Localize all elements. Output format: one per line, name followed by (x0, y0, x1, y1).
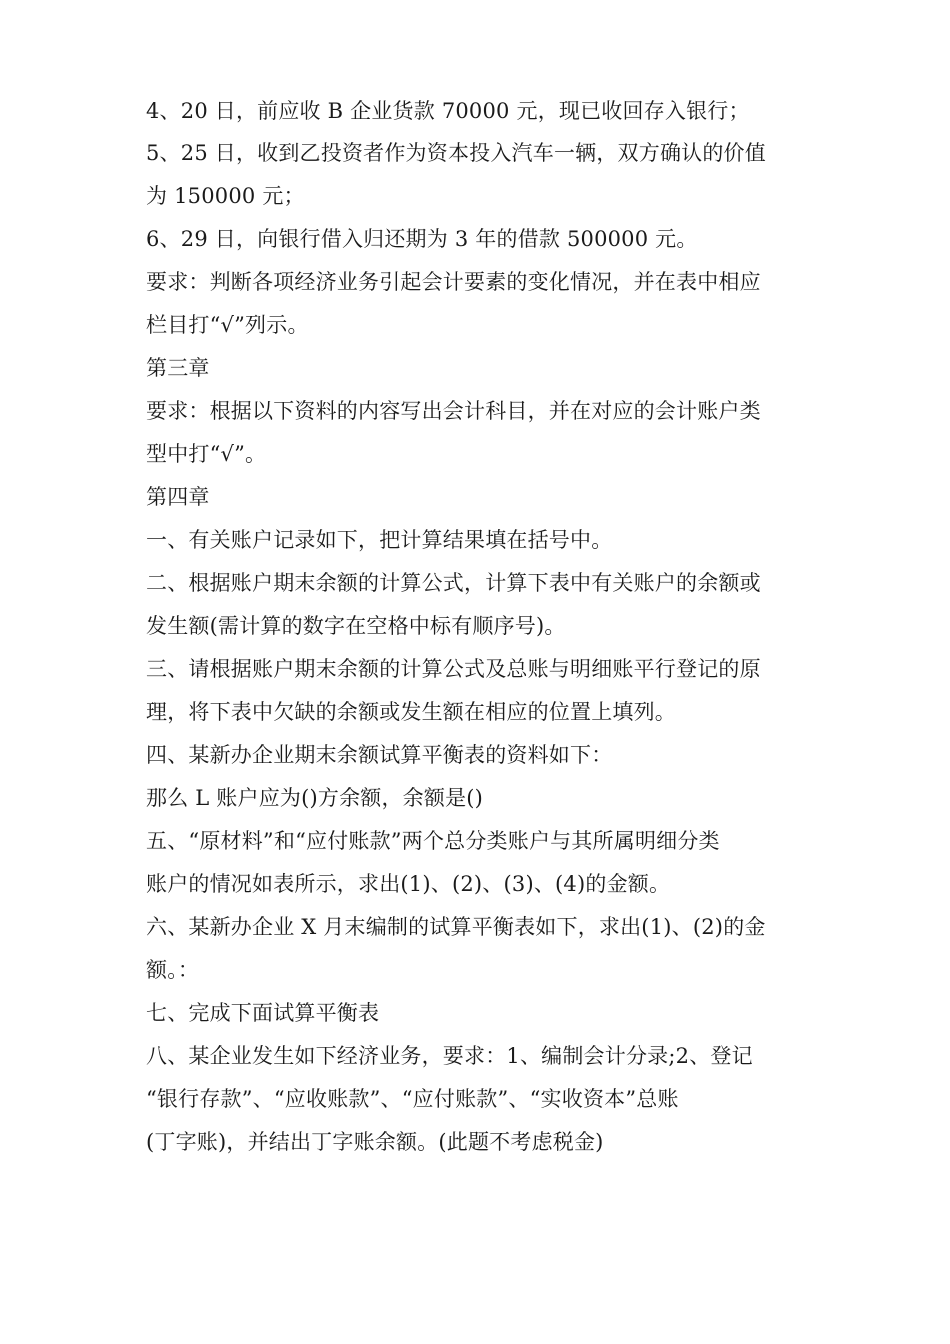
text-line-q3: 三、请根据账户期末余额的计算公式及总账与明细账平行登记的原 (146, 657, 761, 681)
text-line-q8-cont-2: (丁字账)，并结出丁字账余额。(此题不考虑税金) (146, 1130, 604, 1154)
text-line-ch3-requirement: 要求：根据以下资料的内容写出会计科目，并在对应的会计账户类 (146, 399, 761, 423)
text-line-item-4: 4、20 日，前应收 B 企业货款 70000 元，现已收回存入银行； (146, 99, 750, 123)
text-line-q4-cont: 那么 L 账户应为()方余额，余额是() (146, 786, 484, 810)
text-line-q4: 四、某新办企业期末余额试算平衡表的资料如下： (146, 743, 613, 767)
text-line-item-6: 6、29 日，向银行借入归还期为 3 年的借款 500000 元。 (146, 227, 698, 251)
text-line-q6: 六、某新办企业 X 月末编制的试算平衡表如下，求出(1)、(2)的金 (146, 915, 766, 939)
text-line-q6-cont: 额。： (146, 958, 200, 982)
text-line-requirement: 要求：判断各项经济业务引起会计要素的变化情况，并在表中相应 (146, 270, 761, 294)
text-line-ch3-requirement-cont: 型中打“√”。 (146, 442, 267, 466)
text-line-q2: 二、根据账户期末余额的计算公式，计算下表中有关账户的余额或 (146, 571, 761, 595)
text-line-item-5: 5、25 日，收到乙投资者作为资本投入汽车一辆，双方确认的价值 (146, 141, 766, 165)
text-line-q3-cont: 理，将下表中欠缺的余额或发生额在相应的位置上填列。 (146, 700, 676, 724)
chapter-heading-4: 第四章 (146, 485, 210, 509)
text-line-q1: 一、有关账户记录如下，把计算结果填在括号中。 (146, 528, 613, 552)
text-line-q7: 七、完成下面试算平衡表 (146, 1001, 380, 1025)
text-line-item-5-cont: 为 150000 元； (146, 184, 305, 208)
text-line-q2-cont: 发生额(需计算的数字在空格中标有顺序号)。 (146, 614, 566, 638)
chapter-heading-3: 第三章 (146, 356, 210, 380)
text-line-requirement-cont: 栏目打“√”列示。 (146, 313, 309, 337)
text-line-q8: 八、某企业发生如下经济业务，要求：1、编制会计分录;2、登记 (146, 1044, 753, 1068)
text-line-q5: 五、“原材料”和“应付账款”两个总分类账户与其所属明细分类 (146, 829, 720, 853)
text-line-q8-cont: “银行存款”、“应收账款”、“应付账款”、“实收资本”总账 (146, 1087, 679, 1111)
text-line-q5-cont: 账户的情况如表所示，求出(1)、(2)、(3)、(4)的金额。 (146, 872, 671, 896)
